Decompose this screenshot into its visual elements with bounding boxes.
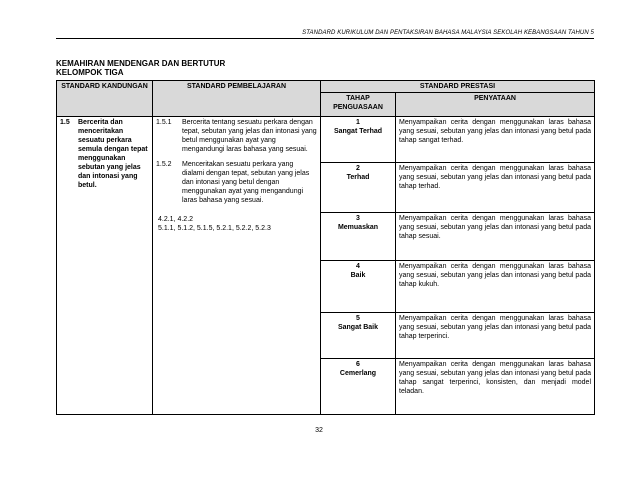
sp-number: 1.5.2 <box>156 161 172 168</box>
standard-kandungan-cell <box>57 117 153 415</box>
level-number: 1 <box>356 119 360 126</box>
standards-table <box>56 80 595 415</box>
running-header: STANDARD KURIKULUM DAN PENTAKSIRAN BAHASA MALAYSIA SEKOLAH KEBANGSAAN TAHUN 5 <box>302 30 594 36</box>
references <box>156 215 317 233</box>
page-number: 32 <box>315 427 323 434</box>
level-label: Terhad <box>346 174 370 181</box>
level-statement: Menyampaikan cerita dengan menggunakan laras bahasa yang sesuai, sebutan yang jelas dan intonasi yang betul pada tahap sangat terhad. <box>396 117 595 163</box>
section-subtitle: KELOMPOK TIGA <box>56 68 124 77</box>
level-statement: Menyampaikan cerita dengan menggunakan laras bahasa yang sesuai, sebutan yang jelas dan intonasi yang betul pada tahap sangat terperinci, konsisten, dan menjadi model teladan. <box>396 359 595 415</box>
level-label: Sangat Terhad <box>333 128 383 135</box>
level-number: 5 <box>356 315 360 322</box>
level-statement: Menyampaikan cerita dengan menggunakan laras bahasa yang sesuai, sebutan yang jelas dan intonasi yang betul pada tahap terperinci. <box>396 313 595 359</box>
level-cell <box>321 313 396 359</box>
header-rule <box>56 38 594 39</box>
section-title: KEMAHIRAN MENDENGAR DAN BERTUTUR <box>56 59 226 68</box>
sp-number: 1.5.1 <box>156 119 172 126</box>
sp-text: Menceritakan sesuatu perkara yang dialami dengan tepat, sebutan yang jelas dan intonasi yang betul dengan menggunakan ayat yang mengandungi laras bahasa yang sesuai. <box>182 161 310 204</box>
level-statement: Menyampaikan cerita dengan menggunakan laras bahasa yang sesuai, sebutan yang jelas dan intonasi yang betul pada tahap terhad. <box>396 163 595 213</box>
standard-pembelajaran-cell <box>153 117 321 415</box>
list-item <box>156 160 317 205</box>
level-label: Sangat Baik <box>337 324 379 331</box>
reference-line: 5.1.1, 5.1.2, 5.1.5, 5.2.1, 5.2.2, 5.2.3 <box>158 225 271 232</box>
reference-line: 4.2.1, 4.2.2 <box>158 216 194 223</box>
header-standard-kandungan: STANDARD KANDUNGAN <box>57 81 153 117</box>
level-statement: Menyampaikan cerita dengan menggunakan laras bahasa yang sesuai, sebutan yang jelas dan intonasi yang betul pada tahap kukuh. <box>396 261 595 313</box>
sp-text: Bercerita tentang sesuatu perkara dengan tepat, sebutan yang jelas dan intonasi yang betul menggunakan ayat yang mengandungi laras bahasa yang sesuai. <box>182 119 317 153</box>
level-cell <box>321 117 396 163</box>
table-row <box>57 117 595 163</box>
level-number: 2 <box>356 165 360 172</box>
level-number: 4 <box>356 263 360 270</box>
standard-kandungan-text: Bercerita dan menceritakan sesuatu perkara semula dengan tepat menggunakan sebutan yang jelas dan intonasi yang betul. <box>78 119 148 189</box>
list-item <box>156 118 317 154</box>
level-cell <box>321 163 396 213</box>
header-standard-prestasi: STANDARD PRESTASI <box>321 81 595 93</box>
standard-kandungan-number: 1.5 <box>60 119 70 126</box>
level-label: Memuaskan <box>337 224 379 231</box>
level-label: Cemerlang <box>339 370 377 377</box>
level-cell <box>321 359 396 415</box>
level-cell <box>321 213 396 261</box>
level-number: 3 <box>356 215 360 222</box>
level-statement: Menyampaikan cerita dengan menggunakan laras bahasa yang sesuai, sebutan yang jelas dan intonasi yang betul pada tahap sesuai. <box>396 213 595 261</box>
header-penyataan: PENYATAAN <box>396 93 595 117</box>
level-cell <box>321 261 396 313</box>
level-number: 6 <box>356 361 360 368</box>
level-label: Baik <box>350 272 366 279</box>
header-tahap-penguasaan: TAHAP PENGUASAAN <box>321 93 396 117</box>
header-standard-pembelajaran: STANDARD PEMBELAJARAN <box>153 81 321 117</box>
